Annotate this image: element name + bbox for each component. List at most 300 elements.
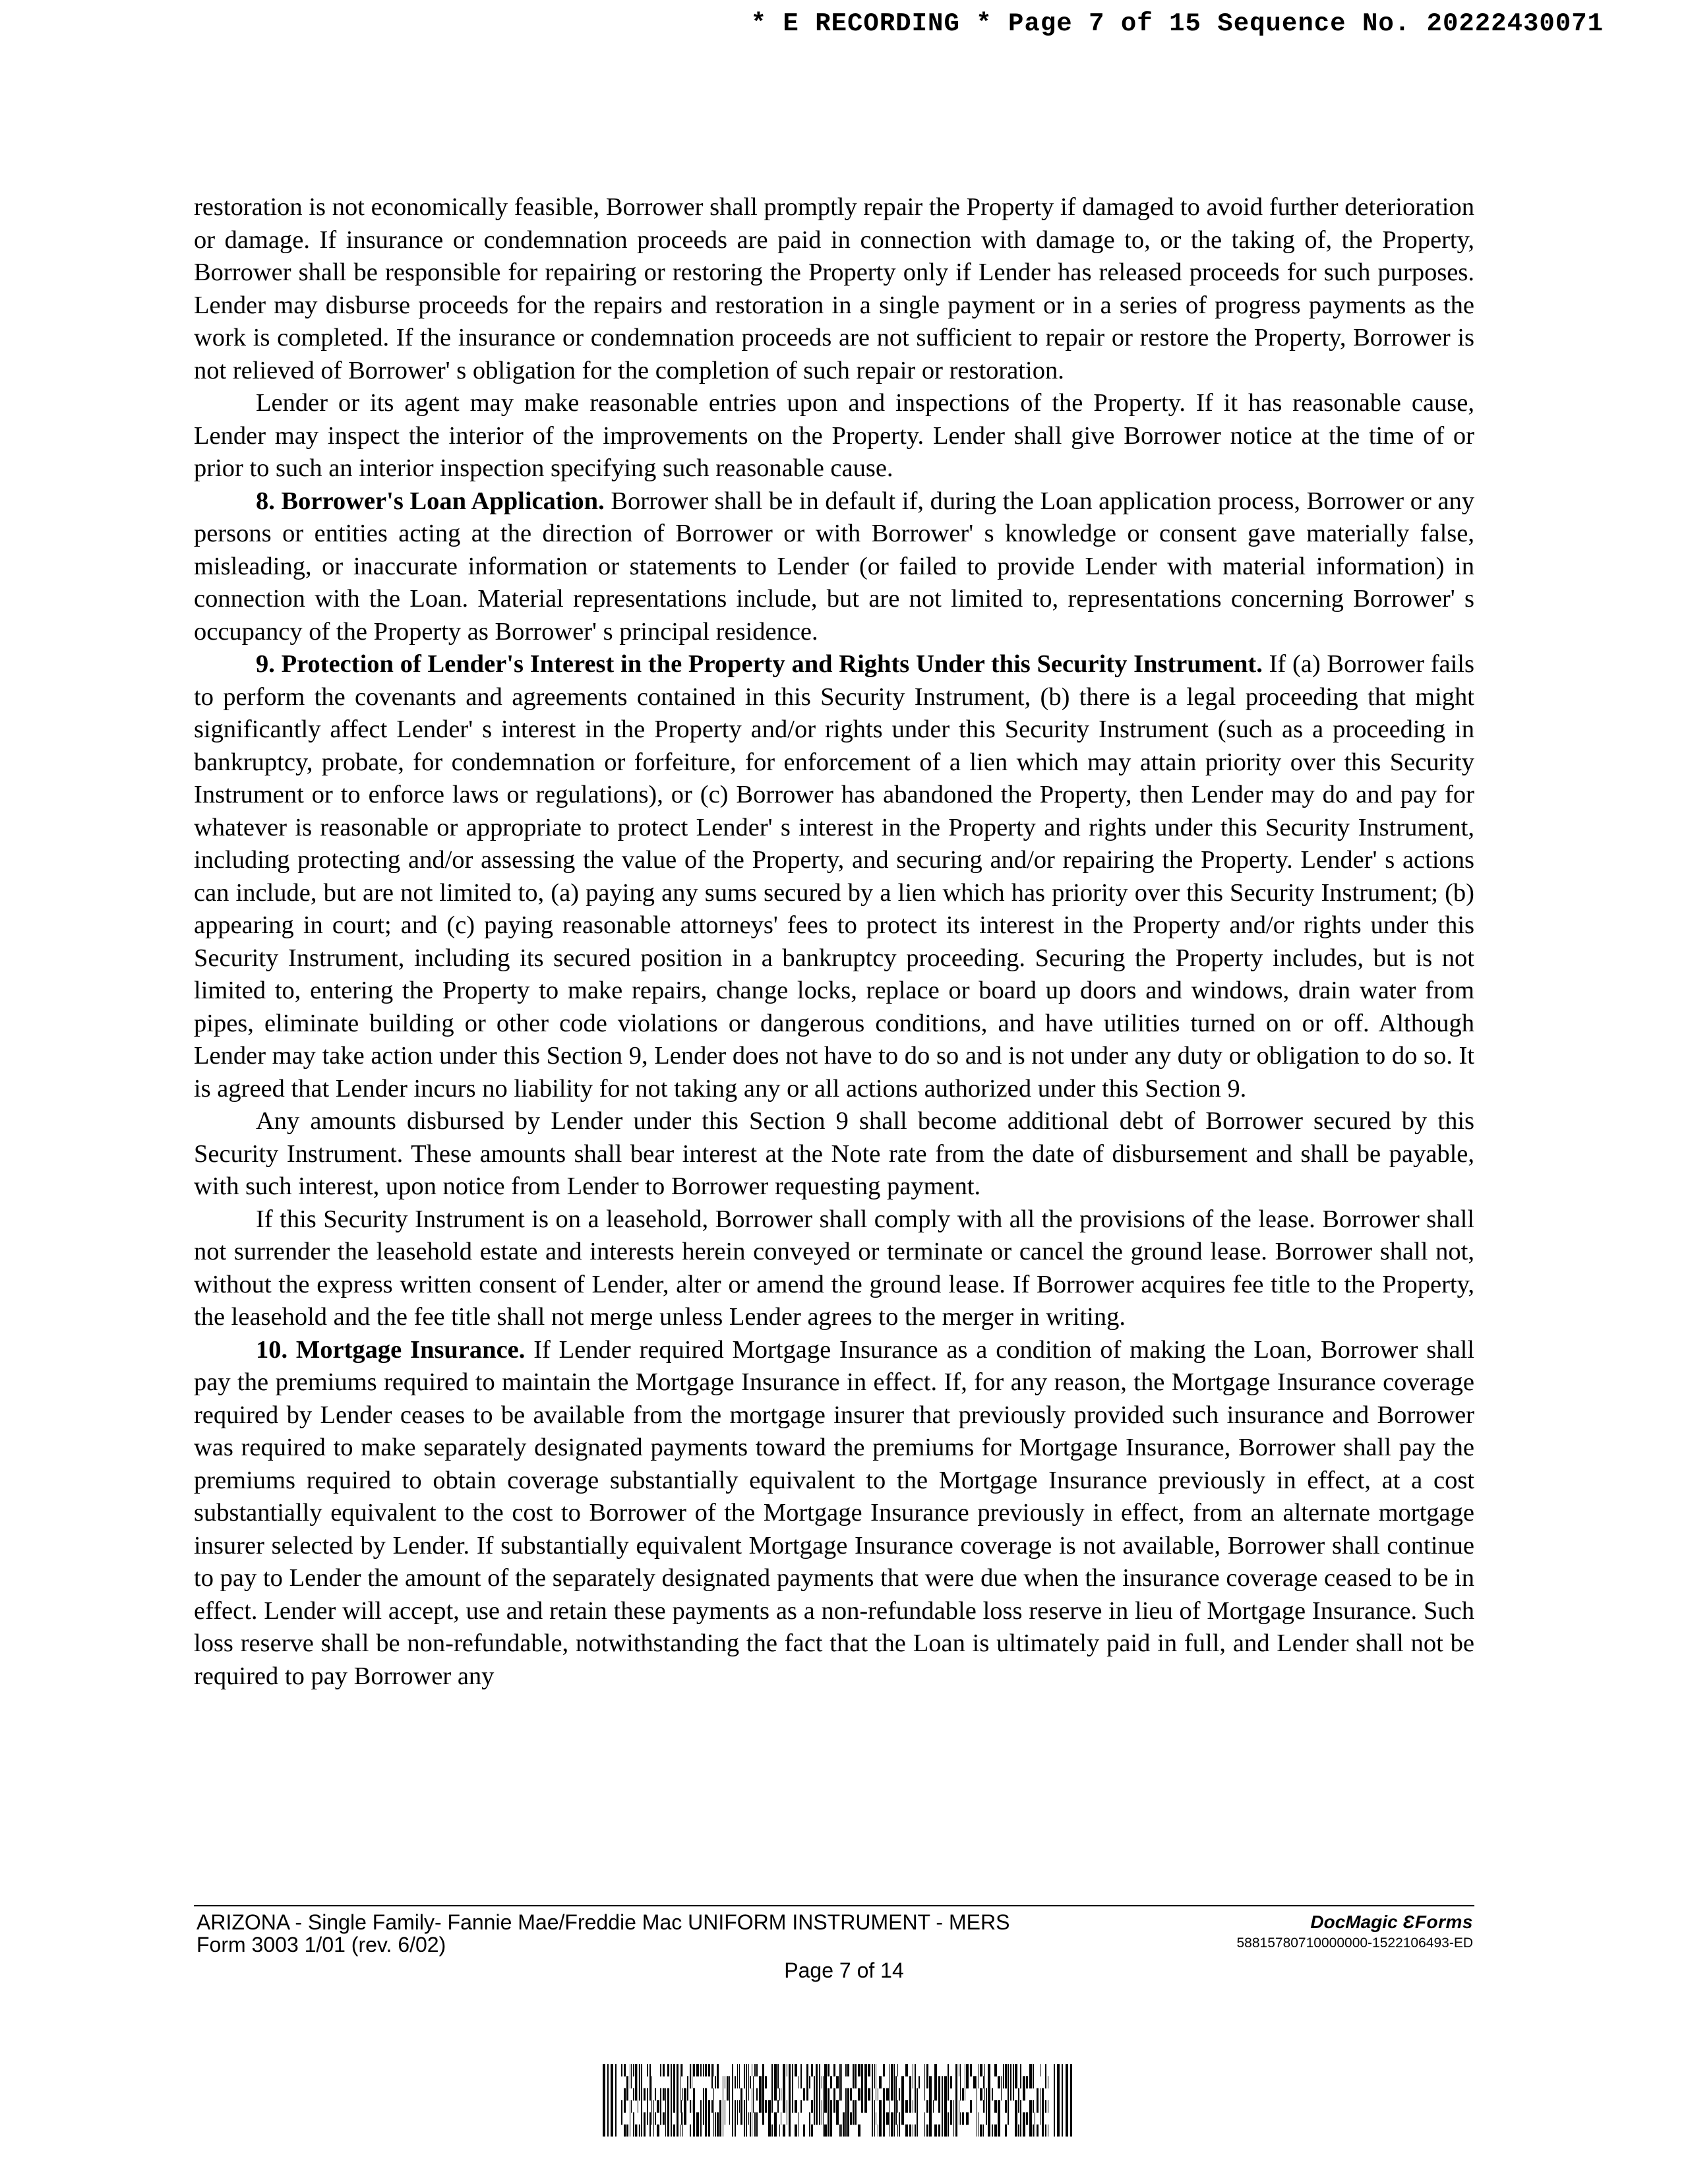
barcode-bar	[905, 2100, 908, 2113]
barcode-bar	[915, 2125, 916, 2137]
barcode-bar	[806, 2088, 808, 2101]
barcode-bar	[929, 2088, 932, 2101]
barcode-bar	[926, 2100, 928, 2113]
barcode-bar	[1037, 2100, 1039, 2113]
barcode-bar	[917, 2112, 918, 2125]
barcode-bar	[713, 2064, 714, 2077]
barcode-bar	[789, 2064, 791, 2077]
barcode-bar	[759, 2100, 762, 2113]
barcode-bar	[1005, 2064, 1007, 2077]
barcode-bar	[759, 2088, 762, 2101]
barcode-bar	[984, 2088, 985, 2101]
barcode-bar	[649, 2088, 651, 2101]
barcode-bar	[994, 2064, 997, 2077]
barcode-bar	[948, 2112, 949, 2125]
barcode-bar	[756, 2088, 758, 2101]
barcode-bar	[942, 2112, 943, 2125]
barcode-bar	[874, 2064, 875, 2077]
barcode-bar	[934, 2076, 937, 2088]
barcode-bar	[948, 2088, 949, 2101]
barcode-bar	[1008, 2076, 1009, 2088]
barcode-bar	[847, 2100, 849, 2113]
barcode-bar	[1018, 2100, 1019, 2113]
barcode-bar	[1013, 2064, 1014, 2077]
barcode-bar	[917, 2100, 918, 2113]
barcode-bar	[828, 2125, 829, 2137]
barcode-bar	[828, 2100, 829, 2113]
barcode-bar	[824, 2088, 827, 2101]
barcode-bar	[1005, 2076, 1007, 2088]
barcode-bar	[845, 2064, 847, 2077]
barcode-bar	[795, 2100, 797, 2113]
barcode-bar	[984, 2100, 985, 2113]
barcode-bar	[711, 2064, 713, 2077]
barcode-bar	[895, 2088, 897, 2101]
barcode-bar	[811, 2125, 813, 2137]
barcode-bar	[789, 2125, 791, 2137]
barcode-bar	[839, 2088, 841, 2101]
section-10-heading: 10. Mortgage Insurance.	[256, 1335, 526, 1364]
brand-eforms: ƐForms	[1402, 1912, 1473, 1932]
barcode-bar	[1042, 2100, 1044, 2113]
barcode-bar	[603, 2064, 605, 2137]
barcode-bar	[830, 2112, 832, 2125]
docmagic-logo	[1237, 1911, 1474, 1933]
barcode-bar	[1018, 2088, 1019, 2101]
barcode-bar	[673, 2125, 675, 2137]
barcode-bar	[635, 2076, 637, 2088]
barcode-bar	[841, 2076, 842, 2088]
section-9	[194, 648, 1474, 1105]
barcode-bar	[693, 2088, 695, 2101]
barcode-bar	[708, 2064, 710, 2077]
barcode-bar	[924, 2076, 925, 2088]
paragraph-amounts-disbursed: Any amounts disbursed by Lender under this Section 9 shall become additional debt of Borrower secured by this Security Instrument. These amounts shall bear interest at the Note rate from the date of disbursement and shall be payable, with such interest, upon notice from Lender to Borrower requesting payment.	[194, 1107, 1474, 1200]
barcode-bar	[855, 2112, 857, 2125]
barcode-bar	[719, 2112, 721, 2125]
barcode-bar	[671, 2125, 672, 2137]
barcode-bar	[901, 2112, 904, 2125]
barcode-bar	[858, 2064, 860, 2077]
barcode-bar	[942, 2088, 943, 2101]
barcode-bar	[641, 2076, 642, 2088]
barcode-bar	[901, 2100, 904, 2113]
barcode-bar	[708, 2100, 710, 2113]
barcode-bar	[909, 2125, 911, 2137]
barcode-bar	[727, 2088, 729, 2101]
barcode-bar	[647, 2088, 648, 2101]
barcode-bar	[639, 2088, 640, 2101]
barcode-bar	[1015, 2076, 1017, 2088]
barcode-bar	[682, 2112, 683, 2125]
barcode-bar	[917, 2125, 918, 2137]
barcode-bar	[633, 2088, 634, 2101]
paragraph-inspection: Lender or its agent may make reasonable entries upon and inspections of the Property. If it has reasonable cause, Lender may inspect the interior of the improvements on the Property. Lender shall give Borrower notice at the time of or prior to such an interior inspection specifying such reasonable cause.	[194, 389, 1474, 482]
barcode-bar	[777, 2076, 779, 2088]
barcode-bar	[953, 2100, 954, 2113]
barcode-bar	[1037, 2088, 1039, 2101]
barcode-bar	[803, 2088, 805, 2101]
barcode-bar	[729, 2112, 730, 2125]
barcode-bar	[744, 2064, 745, 2077]
barcode-bar	[660, 2112, 661, 2125]
barcode-bar	[809, 2076, 810, 2088]
barcode-bar	[938, 2100, 940, 2113]
barcode-bar	[894, 2112, 895, 2125]
section-9-text: If (a) Borrower fails to perform the covenants and agreements contained in this Security Instrument, (b) there is a legal proceeding that might significantly affect Lender' s interest in the Property and/or rights under this Security Instrument (such as a proceeding in bankruptcy, probate, for condemnation or forfeiture, for enforcement of a lien which may attain priority over this Security Instrument or to enforce laws or regulations), or (c) Borrower has abandoned the Property, then Lender may do and pay for whatever is reasonable or appropriate to protect Lender' s interest in the Property and rights under this Security Instrument, including protecting and/or assessing the value of the Property, and securing and/or repairing the Property. Lender' s actions can include, but are not limited to, (a) paying any sums secured by a lien which has priority over this Security Instrument; (b) appearing in court; and (c) paying reasonable attorneys' fees to protect its interest in the Property and/or rights under this Security Instrument, including its secured position in a bankruptcy proceeding. Securing the Property includes, but is not limited to, entering the Property to make repairs, change locks, replace or board up doors and windows, drain water from pipes, eliminate building or other code violations or dangerous conditions, and have utilities turned on or off. Although Lender may take action under this Section 9, Lender does not have to do so and is not under any duty or obligation to do so. It is agreed that Lender incurs no liability for not taking any or all actions authorized under this Section 9.	[194, 650, 1474, 1103]
barcode-bar	[874, 2076, 875, 2088]
barcode-bar	[759, 2076, 762, 2088]
barcode-bar	[783, 2125, 785, 2137]
barcode-bar	[693, 2125, 695, 2137]
barcode-bar	[671, 2112, 672, 2125]
barcode-bar	[816, 2088, 818, 2101]
barcode-bar	[756, 2112, 758, 2125]
recording-header: * E RECORDING * Page 7 of 15 Sequence No. 20222430071	[750, 9, 1604, 38]
barcode-bar	[861, 2088, 863, 2101]
barcode-bar	[841, 2064, 842, 2077]
barcode-bar	[696, 2064, 699, 2077]
barcode-bar	[811, 2064, 813, 2077]
barcode-bar	[732, 2125, 733, 2137]
barcode-bar	[915, 2076, 916, 2088]
barcode-bar	[729, 2076, 730, 2088]
barcode-bar	[684, 2112, 686, 2125]
barcode-bar	[823, 2088, 824, 2101]
barcode-bar	[899, 2088, 900, 2101]
barcode-bar	[735, 2100, 736, 2113]
barcode-bar	[872, 2076, 873, 2088]
barcode-bar	[895, 2112, 897, 2125]
barcode-bar	[682, 2064, 683, 2077]
barcode-bar	[677, 2100, 678, 2113]
barcode-bar	[671, 2100, 672, 2113]
barcode-bar	[665, 2112, 666, 2125]
barcode-bar	[942, 2100, 943, 2113]
barcode-bar	[762, 2076, 764, 2088]
barcode-bar	[1008, 2112, 1009, 2125]
barcode-bar	[924, 2088, 925, 2101]
barcode-bar	[841, 2125, 842, 2137]
barcode-bar	[641, 2088, 642, 2101]
barcode-bar	[693, 2100, 695, 2113]
barcode-bar	[715, 2076, 716, 2088]
barcode-icon	[603, 2064, 1072, 2137]
barcode-bar	[641, 2100, 642, 2113]
barcode-bar	[774, 2125, 777, 2137]
barcode-bar	[970, 2064, 972, 2077]
barcode-bar	[845, 2125, 847, 2137]
barcode-bar	[1029, 2076, 1032, 2088]
barcode-bar	[740, 2088, 742, 2101]
barcode-bar	[705, 2064, 707, 2077]
barcode-bar	[803, 2125, 805, 2137]
barcode-bar	[988, 2088, 990, 2101]
barcode-bar	[765, 2076, 767, 2088]
barcode-bar	[1020, 2076, 1021, 2088]
barcode-bar	[905, 2125, 908, 2137]
barcode-bar	[635, 2125, 637, 2137]
barcode-bar	[774, 2064, 777, 2077]
barcode-bar	[1042, 2088, 1044, 2101]
barcode-bar	[705, 2125, 707, 2137]
barcode-bar	[839, 2076, 841, 2088]
barcode-bar	[994, 2125, 997, 2137]
barcode-bar	[1033, 2125, 1034, 2137]
barcode-bar	[647, 2112, 648, 2125]
barcode-bar	[715, 2125, 716, 2137]
barcode-bar	[948, 2064, 949, 2077]
barcode-bar	[1010, 2064, 1011, 2077]
barcode-bar	[841, 2088, 842, 2101]
barcode-bar	[746, 2100, 747, 2113]
barcode-bar	[633, 2112, 634, 2125]
barcode-bar	[823, 2125, 824, 2137]
barcode-bar	[771, 2064, 773, 2077]
barcode-bar	[858, 2125, 860, 2137]
barcode-bar	[671, 2064, 672, 2077]
barcode-bar	[703, 2112, 704, 2125]
barcode-bar	[1033, 2100, 1034, 2113]
barcode-bar	[624, 2064, 626, 2077]
barcode-bar	[644, 2112, 646, 2125]
barcode-bar	[806, 2064, 808, 2077]
barcode-bar	[671, 2076, 672, 2088]
barcode-bar	[1013, 2088, 1014, 2101]
barcode-bar	[735, 2112, 736, 2125]
barcode-bar	[696, 2125, 699, 2137]
barcode-bar	[872, 2112, 873, 2125]
barcode-bar	[713, 2125, 714, 2137]
barcode-bar	[901, 2088, 904, 2101]
barcode-bar	[1023, 2125, 1025, 2137]
barcode-bar	[783, 2064, 785, 2077]
barcode-bar	[657, 2125, 659, 2137]
barcode-bar	[748, 2076, 749, 2088]
barcode-bar	[983, 2100, 984, 2113]
barcode-bar	[894, 2088, 895, 2101]
barcode-bar	[962, 2088, 964, 2101]
barcode-bar	[1023, 2076, 1025, 2088]
barcode-bar	[955, 2100, 957, 2113]
barcode-bar	[624, 2100, 626, 2113]
barcode-bar	[677, 2088, 678, 2101]
barcode-bar	[960, 2064, 961, 2077]
barcode-bar	[819, 2100, 820, 2113]
barcode-bar	[836, 2112, 839, 2125]
barcode-bar	[744, 2076, 745, 2088]
barcode-bar	[955, 2125, 957, 2137]
barcode-bar	[653, 2100, 654, 2113]
barcode-bar	[663, 2112, 665, 2125]
barcode-bar	[1001, 2088, 1002, 2101]
barcode-bar	[651, 2076, 652, 2088]
barcode-bar	[687, 2088, 688, 2101]
section-8-text: Borrower shall be in default if, during the Loan application process, Borrower or any persons or entities acting at the direction of Borrower or with Borrower' s knowledge or consent gave materially false, misleading, or inaccurate information or statements to Lender (or failed to provide Lender with material information) in connection with the Loan. Material representations include, but are not limited to, representations concerning Borrower' s occupancy of the Property as Borrower' s principal residence.	[194, 487, 1475, 646]
barcode-bar	[740, 2100, 742, 2113]
barcode-bar	[894, 2100, 895, 2113]
barcode-bar	[960, 2088, 961, 2101]
brand-name: DocMagic	[1310, 1912, 1403, 1932]
barcode-bar	[771, 2100, 773, 2113]
barcode-bar	[681, 2100, 682, 2113]
barcode-bar	[872, 2088, 873, 2101]
barcode-bar	[792, 2064, 793, 2077]
barcode-bar	[651, 2112, 652, 2125]
barcode-bar	[713, 2112, 714, 2125]
barcode-bar	[1066, 2064, 1068, 2137]
barcode-bar	[897, 2100, 898, 2113]
barcode-bar	[994, 2100, 997, 2113]
barcode-bar	[806, 2076, 808, 2088]
barcode-bar	[868, 2088, 870, 2101]
barcode-bar	[843, 2125, 845, 2137]
barcode-bar	[929, 2100, 932, 2113]
barcode-bar	[655, 2112, 656, 2125]
barcode-bar	[655, 2088, 656, 2101]
barcode-bar	[824, 2100, 827, 2113]
barcode-bar	[988, 2100, 990, 2113]
barcode-bar	[744, 2100, 745, 2113]
barcode-bar	[955, 2064, 957, 2077]
barcode-bar	[855, 2100, 857, 2113]
barcode-bar	[748, 2112, 749, 2125]
barcode-bar	[690, 2100, 691, 2113]
barcode-bar	[746, 2112, 747, 2125]
barcode-bar	[792, 2100, 793, 2113]
barcode-bar	[746, 2125, 747, 2137]
barcode-bar	[744, 2125, 745, 2137]
barcode-bar	[1042, 2112, 1044, 2125]
barcode-bar	[677, 2125, 678, 2137]
barcode-bar	[839, 2125, 841, 2137]
barcode-bar	[1003, 2064, 1004, 2077]
barcode-bar	[919, 2076, 920, 2088]
barcode-bar	[845, 2112, 847, 2125]
barcode-bar	[750, 2076, 751, 2088]
barcode-bar	[833, 2064, 835, 2077]
barcode-bar	[879, 2076, 882, 2088]
barcode-bar	[684, 2088, 686, 2101]
barcode-bar	[1008, 2088, 1009, 2101]
barcode-bar	[753, 2088, 754, 2101]
barcode-bar	[915, 2064, 916, 2077]
barcode-bar	[833, 2100, 835, 2113]
barcode-bar	[966, 2064, 969, 2077]
barcode-bar	[847, 2112, 849, 2125]
barcode-bar	[864, 2100, 867, 2113]
barcode-bar	[1029, 2100, 1032, 2113]
barcode-bar	[944, 2076, 947, 2088]
barcode-bar	[814, 2100, 815, 2113]
barcode-bar	[795, 2064, 797, 2077]
barcode-bar	[845, 2088, 847, 2101]
barcode-bar	[1020, 2100, 1021, 2113]
barcode-bar	[1045, 2076, 1046, 2088]
barcode-bar	[891, 2125, 893, 2137]
barcode-bar	[1010, 2088, 1011, 2101]
barcode-bar	[970, 2100, 972, 2113]
barcode-bar	[800, 2100, 802, 2113]
barcode-bar	[729, 2088, 730, 2101]
barcode-bar	[950, 2076, 952, 2088]
barcode-bar	[874, 2125, 875, 2137]
barcode-bar	[809, 2125, 810, 2137]
barcode-bar	[647, 2064, 648, 2077]
barcode-bar	[748, 2088, 749, 2101]
barcode-bar	[1042, 2125, 1044, 2137]
barcode-bar	[671, 2088, 672, 2101]
barcode-bar	[879, 2100, 882, 2113]
barcode-bar	[621, 2100, 622, 2113]
barcode-bar	[861, 2100, 863, 2113]
barcode-bar	[1026, 2076, 1028, 2088]
barcode-bar	[944, 2088, 947, 2101]
barcode-bar	[950, 2100, 952, 2113]
barcode-bar	[779, 2125, 780, 2137]
barcode-bar	[611, 2064, 613, 2137]
barcode-bar	[1023, 2112, 1025, 2125]
barcode-bar	[828, 2112, 829, 2125]
barcode-bar	[828, 2064, 829, 2077]
barcode-bar	[895, 2076, 897, 2088]
barcode-bar	[771, 2076, 773, 2088]
barcode-bar	[667, 2125, 669, 2137]
barcode-bar	[739, 2076, 740, 2088]
barcode-bar	[1029, 2064, 1032, 2077]
barcode-bar	[649, 2064, 651, 2077]
barcode-bar	[750, 2125, 751, 2137]
barcode-bar	[924, 2064, 925, 2077]
barcode-bar	[667, 2064, 669, 2077]
barcode-bar	[889, 2125, 890, 2137]
barcode-bar	[732, 2088, 733, 2101]
document-id: 58815780710000000-1522106493-ED	[1236, 1935, 1473, 1951]
barcode-bar	[897, 2064, 898, 2077]
barcode-bar	[814, 2076, 815, 2088]
barcode-bar	[924, 2125, 925, 2137]
barcode-bar	[711, 2100, 713, 2113]
barcode-bar	[980, 2088, 982, 2101]
barcode-bar	[883, 2112, 885, 2125]
barcode-bar	[667, 2112, 669, 2125]
barcode-bar	[641, 2064, 642, 2077]
barcode-bar	[700, 2064, 702, 2077]
barcode-bar	[665, 2088, 666, 2101]
barcode-bar	[705, 2088, 707, 2101]
barcode-bar	[1026, 2112, 1028, 2125]
barcode-bar	[816, 2064, 818, 2077]
barcode-bar	[1005, 2125, 1007, 2137]
barcode-bar	[667, 2100, 669, 2113]
barcode-bar	[1070, 2064, 1072, 2137]
barcode-bar	[737, 2064, 738, 2077]
barcode-bar	[895, 2100, 897, 2113]
barcode-bar	[858, 2088, 860, 2101]
barcode-bar	[765, 2100, 767, 2113]
barcode-bar	[639, 2076, 640, 2088]
barcode-bar	[899, 2112, 900, 2125]
barcode-bar	[735, 2076, 736, 2088]
barcode-bar	[682, 2088, 683, 2101]
barcode-bar	[665, 2125, 666, 2137]
barcode-bar	[960, 2112, 961, 2125]
barcode-bar	[966, 2112, 969, 2125]
barcode-bar	[768, 2125, 771, 2137]
barcode-bar	[653, 2125, 654, 2137]
barcode-bar	[988, 2076, 990, 2088]
barcode-bar	[641, 2112, 642, 2125]
